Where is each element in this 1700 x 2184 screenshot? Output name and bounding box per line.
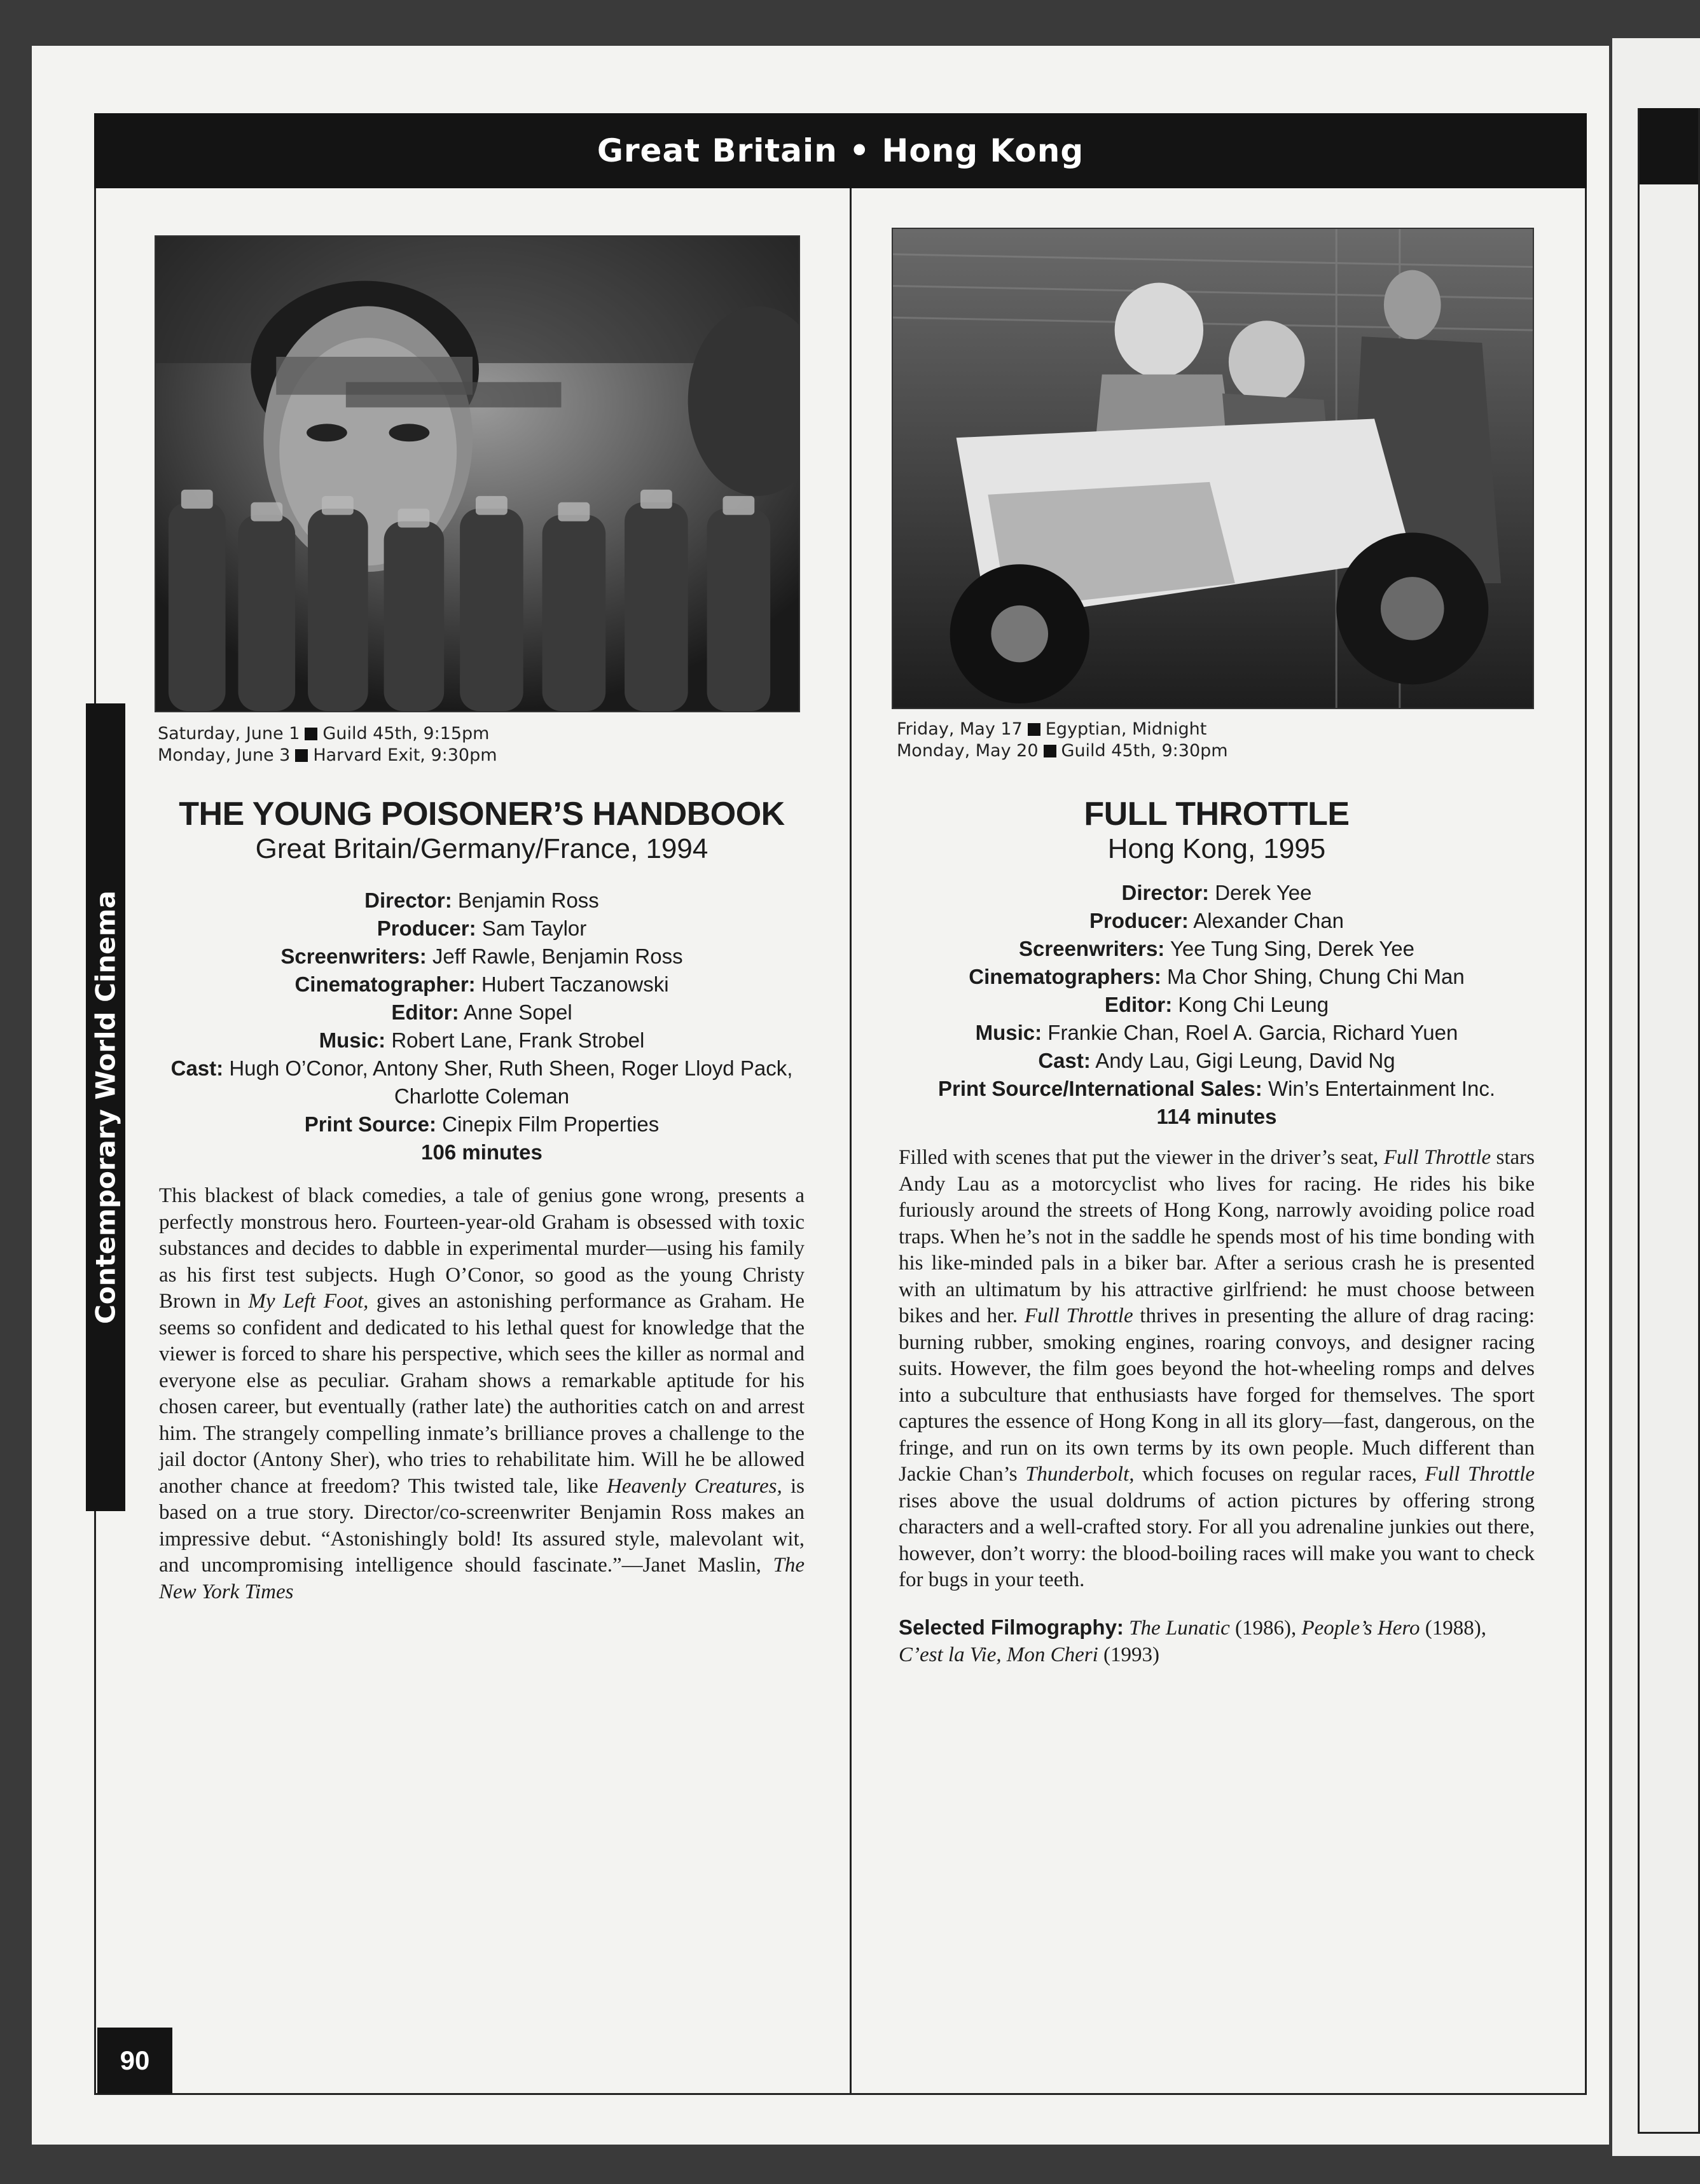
synopsis-text: gives an astonishing performance as Graham. He seems so confident and dedicated to his lethal quest for knowledge that the viewer is forced to share his perspective, which sees the killer as normal and everyone else as peculiar. Graham shows a remarkable aptitude for his chosen career, but eventually (rather late) the authorities catch on and arrest him. The strangely compelling inmate’s brilliance proves a challenge to the jail doctor (Antony Sher), who tries to rehabilitate him. Will he be allowed another chance at freedom? This twisted tale, like — [159, 1290, 805, 1498]
screening-venue: Guild 45th, 9:15pm — [322, 724, 490, 743]
film-synopsis — [899, 1145, 1535, 1594]
film-title: FULL THROTTLE — [1084, 796, 1350, 833]
page-number — [97, 2028, 172, 2094]
section-header — [94, 113, 1587, 188]
synopsis-text: stars Andy Lau as a motorcyclist who lives for racing. He rides his bike furiously around the streets of Hong Kong, narrowly avoiding police road traps. When he’s not in the saddle he spends most of his time bonding with his like-minded pals in a biker bar. After a serious crash he is presented with an ultimatum by his attractive girlfriend: he must choose between bikes and her. — [899, 1146, 1535, 1327]
credit-line — [159, 971, 805, 999]
credit-line — [899, 1047, 1535, 1075]
credit-line — [899, 907, 1535, 935]
film-runtime: 114 minutes — [1156, 1105, 1277, 1128]
credit-value: Andy Lau, Gigi Leung, David Ng — [1095, 1049, 1395, 1072]
screening-venue: Guild 45th, 9:30pm — [1061, 741, 1228, 761]
film-entry-young-poisoner — [159, 795, 805, 1605]
filmography-year: (1986), — [1229, 1616, 1302, 1640]
credit-label: Cast: — [170, 1056, 224, 1080]
bullet-square-icon — [305, 728, 317, 740]
facing-page-edge — [1612, 38, 1700, 2156]
screening-date: Monday, June 3 — [158, 745, 291, 765]
screening-date: Friday, May 17 — [897, 719, 1023, 739]
credit-line — [159, 999, 805, 1026]
credit-value: Sam Taylor — [481, 916, 587, 940]
screening-venue: Harvard Exit, 9:30pm — [313, 745, 497, 765]
sidebar-label: Contemporary World Cinema — [90, 890, 121, 1324]
credit-label: Print Source/International Sales: — [937, 1077, 1262, 1100]
synopsis-text: thrives in presenting the allure of drag racing: burning rubber, smoking engines, roaring convoys, and designer racing suits. However, the film goes beyond the hot-wheeling romps and delves into a subculture that enthusiasts have forged for themselves. The sport captures the essence of Hong Kong in all its glory—fast, dangerous, on the fringe, and run on its own terms by its own people. Much different than Jackie Chan’s — [899, 1304, 1535, 1486]
credit-value: Win’s Entertainment Inc. — [1268, 1077, 1495, 1100]
credit-label: Editor: — [391, 1000, 459, 1024]
screening-line — [158, 745, 497, 766]
column-divider — [850, 188, 852, 2095]
credit-value: Cinepix Film Properties — [442, 1112, 660, 1136]
credit-value: Hubert Taczanowski — [481, 972, 669, 996]
credit-value: Anne Sopel — [464, 1000, 572, 1024]
page-number-text: 90 — [120, 2045, 150, 2075]
film-synopsis — [159, 1183, 805, 1605]
screening-line — [897, 719, 1228, 740]
credit-line — [159, 887, 805, 915]
synopsis-italic: Heavenly Creatures, — [607, 1474, 782, 1498]
screening-times-right — [897, 719, 1228, 762]
credit-label: Screenwriters: — [280, 944, 427, 968]
film-still-image — [156, 237, 799, 711]
credit-label: Screenwriters: — [1019, 937, 1165, 960]
credit-label: Director: — [1121, 881, 1210, 904]
credit-label: Director: — [364, 888, 452, 912]
synopsis-text: which focuses on regular races, — [1134, 1463, 1425, 1486]
filmography-label: Selected Filmography: — [899, 1615, 1124, 1639]
credit-label: Cinematographer: — [294, 972, 476, 996]
credit-value: Kong Chi Leung — [1178, 993, 1329, 1016]
synopsis-italic: The New York Times — [159, 1554, 805, 1603]
credit-label: Print Source: — [304, 1112, 436, 1136]
filmography-title: C’est la Vie, Mon Cheri — [899, 1643, 1098, 1666]
credit-value: Derek Yee — [1215, 881, 1312, 904]
credit-label: Producer: — [1089, 909, 1189, 932]
synopsis-italic: Full Throttle — [1383, 1146, 1491, 1169]
film-runtime: 106 minutes — [421, 1140, 542, 1164]
section-title: Great Britain • Hong Kong — [597, 132, 1084, 169]
credit-line — [899, 935, 1535, 963]
film-still-full-throttle — [892, 228, 1534, 709]
credit-line — [899, 1075, 1535, 1103]
film-origin: Hong Kong, 1995 — [1107, 833, 1326, 864]
credit-value: Hugh O’Conor, Antony Sher, Ruth Sheen, Roger Lloyd Pack, Charlotte Coleman — [229, 1056, 793, 1108]
synopsis-italic: Thunderbolt, — [1025, 1463, 1135, 1486]
synopsis-text: Filled with scenes that put the viewer in the driver’s seat, — [899, 1146, 1384, 1169]
screening-line — [158, 723, 497, 745]
credit-label: Music: — [319, 1028, 386, 1052]
credit-line — [899, 1019, 1535, 1047]
credit-label: Cinematographers: — [969, 965, 1161, 988]
credit-line — [899, 991, 1535, 1019]
filmography-year: (1993) — [1098, 1643, 1159, 1666]
filmography-title: The Lunatic — [1129, 1616, 1230, 1640]
screening-date: Monday, May 20 — [897, 741, 1039, 761]
credit-label: Music: — [975, 1021, 1042, 1044]
credit-value: Frankie Chan, Roel A. Garcia, Richard Yuen — [1047, 1021, 1458, 1044]
credit-label: Producer: — [377, 916, 476, 940]
film-still-image — [893, 229, 1533, 708]
credit-label: Cast: — [1038, 1049, 1091, 1072]
film-entry-full-throttle — [899, 795, 1535, 1668]
credit-line — [159, 1026, 805, 1054]
credit-value: Robert Lane, Frank Strobel — [391, 1028, 645, 1052]
sidebar-tab — [86, 703, 125, 1511]
credit-line — [899, 963, 1535, 991]
credit-label: Editor: — [1104, 993, 1173, 1016]
selected-filmography — [899, 1614, 1535, 1668]
filmography-year: (1988), — [1420, 1616, 1487, 1640]
credit-value: Jeff Rawle, Benjamin Ross — [432, 944, 683, 968]
bullet-square-icon — [1044, 745, 1056, 757]
film-credits — [159, 887, 805, 1166]
credit-value: Alexander Chan — [1193, 909, 1344, 932]
synopsis-italic: Full Throttle — [1024, 1304, 1133, 1327]
film-origin: Great Britain/Germany/France, 1994 — [255, 833, 708, 864]
credit-line — [899, 879, 1535, 907]
credit-value: Benjamin Ross — [457, 888, 599, 912]
credit-value: Yee Tung Sing, Derek Yee — [1170, 937, 1414, 960]
screening-line — [897, 740, 1228, 762]
credit-line — [159, 1054, 805, 1110]
synopsis-text: is based on a true story. Director/co-screenwriter Benjamin Ross makes an impressive debut. “Astonishingly bold! Its assured style, malevolant wit, and uncompromising intelligence should fascinate.”—Janet Maslin, — [159, 1474, 805, 1577]
synopsis-italic: Full Throttle — [1425, 1463, 1535, 1486]
credit-line — [159, 1110, 805, 1138]
facing-page-frame — [1638, 108, 1700, 2134]
bullet-square-icon — [1028, 723, 1040, 736]
synopsis-text: rises above the usual doldrums of action pictures by offering strong characters and a well-crafted story. For all you adrenaline junkies out there, however, don’t worry: the blood-boiling races will make you want to check for bugs in your teeth. — [899, 1489, 1535, 1591]
film-credits — [899, 879, 1535, 1131]
screening-times-left — [158, 723, 497, 766]
synopsis-text: This blackest of black comedies, a tale of genius gone wrong, presents a perfectly monstrous hero. Fourteen-year-old Graham is obsessed with toxic substances and decides to dabble in experimental murder—using his family as his first test subjects. Hugh O’Conor, so good as the young Christy Brown in — [159, 1184, 805, 1313]
credit-line — [159, 943, 805, 971]
credit-line — [159, 915, 805, 943]
credit-value: Ma Chor Shing, Chung Chi Man — [1166, 965, 1465, 988]
filmography-title: People’s Hero — [1301, 1616, 1420, 1640]
bullet-square-icon — [295, 749, 308, 762]
screening-venue: Egyptian, Midnight — [1045, 719, 1207, 739]
screening-date: Saturday, June 1 — [158, 724, 300, 743]
film-still-young-poisoner — [155, 235, 800, 712]
synopsis-italic: My Left Foot, — [248, 1290, 369, 1313]
film-title: THE YOUNG POISONER’S HANDBOOK — [179, 796, 785, 833]
